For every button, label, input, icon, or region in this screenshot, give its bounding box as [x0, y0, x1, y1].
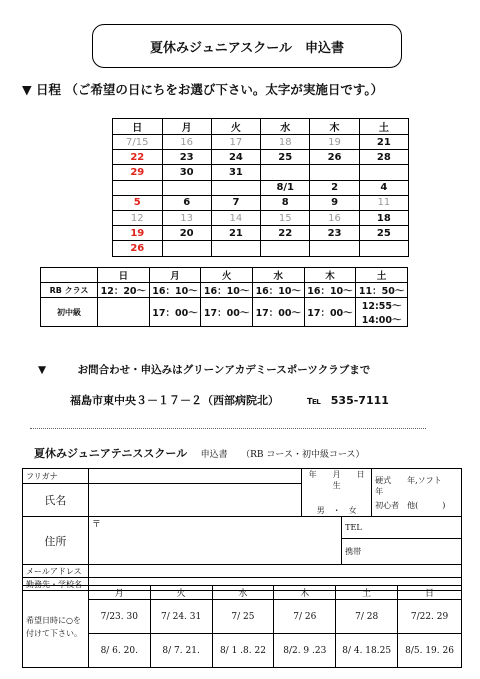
calendar-row	[113, 241, 409, 256]
class-time: 17：00～	[304, 298, 356, 327]
class-time: 17：00～	[252, 298, 304, 327]
calendar-date: 16	[162, 135, 211, 150]
calendar-day-header: 日	[113, 119, 163, 135]
calendar-date	[162, 180, 211, 195]
calendar-date[interactable]: 2	[310, 180, 359, 195]
choice-day-header: 月	[88, 586, 150, 600]
calendar-date[interactable]: 4	[359, 180, 408, 195]
class-day-header: 日	[98, 268, 150, 283]
choice-date-cell[interactable]: 8/2. 9 .23	[274, 634, 336, 668]
choice-date-cell[interactable]: 8/5. 19. 26	[398, 634, 462, 668]
form-title-sub: 申込書	[200, 450, 228, 460]
calendar-date[interactable]: 22	[113, 150, 163, 165]
calendar-date	[261, 241, 310, 256]
page-title-box	[92, 24, 402, 68]
calendar-date[interactable]: 8/1	[261, 180, 310, 195]
calendar-date: 19	[310, 135, 359, 150]
class-day-header: 月	[149, 268, 201, 283]
calendar-day-header: 月	[162, 119, 211, 135]
calendar-date[interactable]: 20	[162, 226, 211, 241]
calendar-row	[113, 226, 409, 241]
calendar-date	[211, 180, 260, 195]
calendar-date[interactable]: 9	[310, 195, 359, 210]
choice-day-header: 水	[212, 586, 274, 600]
calendar-day-header: 水	[261, 119, 310, 135]
application-form	[22, 468, 462, 591]
class-time: 16：10～	[201, 283, 253, 298]
address-label: 住所	[23, 517, 89, 565]
calendar-date[interactable]: 8	[261, 195, 310, 210]
choice-date-cell[interactable]: 8/ 1 .8. 22	[212, 634, 274, 668]
class-time: 16：10～	[252, 283, 304, 298]
contact-address-line	[70, 392, 389, 408]
choice-date-cell[interactable]: 7/ 28	[336, 600, 398, 634]
birth-field: 年 月 日生	[308, 470, 365, 490]
name-field[interactable]	[88, 484, 301, 517]
calendar-date	[310, 241, 359, 256]
choice-row-1	[23, 600, 462, 634]
choice-date-cell[interactable]: 7/ 26	[274, 600, 336, 634]
calendar-date: 17	[211, 135, 260, 150]
calendar-table	[112, 118, 409, 257]
choice-table	[22, 585, 462, 668]
choice-label: 希望日時に○を付けて下さい。	[23, 586, 89, 668]
tel-label: ℡	[306, 394, 321, 407]
calendar-date[interactable]: 25	[261, 150, 310, 165]
class-body	[41, 283, 408, 327]
calendar-date: 7/15	[113, 135, 163, 150]
calendar-date[interactable]: 5	[113, 195, 163, 210]
choice-date-cell[interactable]: 7/23. 30	[88, 600, 150, 634]
email-label: メールアドレス	[23, 565, 89, 578]
calendar-date: 18	[261, 135, 310, 150]
form-title: 夏休みジュニアテニススクール	[34, 447, 188, 460]
choice-day-header: 火	[150, 586, 212, 600]
class-row	[41, 298, 408, 327]
calendar-date[interactable]: 24	[211, 150, 260, 165]
name-label: 氏名	[23, 484, 89, 517]
choice-date-cell[interactable]: 8/ 4. 18.25	[336, 634, 398, 668]
choice-date-cell[interactable]: 7/ 24. 31	[150, 600, 212, 634]
calendar-row	[113, 195, 409, 210]
class-row	[41, 283, 408, 298]
calendar-date	[261, 165, 310, 180]
class-time: 17：00～	[201, 298, 253, 327]
mobile-field[interactable]	[342, 539, 462, 565]
choice-date-cell[interactable]: 8/ 6. 20.	[88, 634, 150, 668]
class-day-header: 水	[252, 268, 304, 283]
calendar-date[interactable]: 26	[113, 241, 163, 256]
choice-day-header: 木	[274, 586, 336, 600]
cut-line	[30, 428, 426, 429]
class-time: 12:55～ 14:00～	[356, 298, 408, 327]
calendar-row	[113, 165, 409, 180]
address-field[interactable]	[88, 517, 341, 565]
calendar-date[interactable]: 21	[211, 226, 260, 241]
furigana-field[interactable]	[88, 469, 301, 484]
choice-date-cell[interactable]: 8/ 7. 21.	[150, 634, 212, 668]
form-heading	[34, 445, 365, 461]
calendar-header-row	[113, 119, 409, 135]
calendar-date[interactable]: 29	[113, 165, 163, 180]
calendar-date[interactable]: 23	[162, 150, 211, 165]
class-header-row	[41, 268, 408, 283]
class-name: RB クラス	[41, 283, 98, 298]
furigana-label: フリガナ	[23, 469, 89, 484]
birth-gender-cell[interactable]	[302, 469, 372, 517]
class-time: 16：10～	[149, 283, 201, 298]
class-time: 11：50～	[356, 283, 408, 298]
choice-date-cell[interactable]: 7/22. 29	[398, 600, 462, 634]
class-day-header	[41, 268, 98, 283]
calendar-date: 15	[261, 210, 310, 225]
class-time: 16：10～	[304, 283, 356, 298]
choice-date-cell[interactable]: 7/ 25	[212, 600, 274, 634]
calendar-date[interactable]: 22	[261, 226, 310, 241]
class-time	[98, 298, 150, 327]
calendar-date: 13	[162, 210, 211, 225]
mobile-label: 携帯	[345, 547, 362, 556]
class-name: 初中級	[41, 298, 98, 327]
choice-row-2	[23, 634, 462, 668]
calendar-day-header: 火	[211, 119, 260, 135]
work-label: 勤務先・学校名	[23, 578, 89, 591]
level-field: 初心者 他( )	[375, 500, 446, 510]
gender-field: 男 ・ 女	[316, 506, 357, 515]
calendar-date[interactable]: 28	[359, 150, 408, 165]
calendar-date	[162, 241, 211, 256]
calendar-date[interactable]: 31	[211, 165, 260, 180]
schedule-heading: ▼ 日程 （ご希望の日にちをお選び下さい。太字が実施日です。）	[22, 82, 384, 97]
choice-day-header: 土	[336, 586, 398, 600]
calendar-date[interactable]: 25	[359, 226, 408, 241]
tel-label-form: TEL	[345, 523, 362, 532]
calendar-date[interactable]: 21	[359, 135, 408, 150]
calendar-date	[359, 241, 408, 256]
calendar-date	[113, 180, 163, 195]
choice-header-row	[23, 586, 462, 600]
calendar-date[interactable]: 23	[310, 226, 359, 241]
calendar-row	[113, 135, 409, 150]
email-field[interactable]	[88, 565, 461, 578]
calendar-date[interactable]: 26	[310, 150, 359, 165]
postal-mark: 〒	[91, 520, 101, 530]
experience-cell[interactable]	[372, 469, 462, 517]
calendar-date: 16	[310, 210, 359, 225]
calendar-body	[113, 135, 409, 257]
calendar-row	[113, 150, 409, 165]
calendar-date[interactable]: 6	[162, 195, 211, 210]
calendar-date	[211, 241, 260, 256]
contact-line: ▼ お問合わせ・申込みはグリーンアカデミースポーツクラブまで	[38, 364, 371, 376]
calendar-date: 11	[359, 195, 408, 210]
calendar-date[interactable]: 19	[113, 226, 163, 241]
tel-field[interactable]	[342, 517, 462, 539]
class-day-header: 木	[304, 268, 356, 283]
page-title: 夏休みジュニアスクール 申込書	[150, 40, 344, 56]
calendar-date: 12	[113, 210, 163, 225]
calendar-day-header: 土	[359, 119, 408, 135]
calendar-row	[113, 180, 409, 195]
calendar-date: 14	[211, 210, 260, 225]
contact-tel: 535-7111	[330, 394, 389, 407]
experience-field: 硬式 年,ソフト 年	[375, 475, 458, 496]
calendar-date[interactable]: 30	[162, 165, 211, 180]
choice-day-header: 日	[398, 586, 462, 600]
calendar-date[interactable]: 18	[359, 210, 408, 225]
calendar-day-header: 木	[310, 119, 359, 135]
calendar-date	[359, 165, 408, 180]
calendar-date	[310, 165, 359, 180]
class-time-table	[40, 267, 408, 327]
class-time: 12：20～	[98, 283, 150, 298]
calendar-row	[113, 210, 409, 225]
contact-address: 福島市東中央３－１７－２（西部病院北）	[70, 394, 279, 407]
class-day-header: 火	[201, 268, 253, 283]
form-course: （RB コース・初中級コース）	[241, 450, 365, 460]
class-time: 17：00～	[149, 298, 201, 327]
class-day-header: 土	[356, 268, 408, 283]
calendar-date[interactable]: 7	[211, 195, 260, 210]
